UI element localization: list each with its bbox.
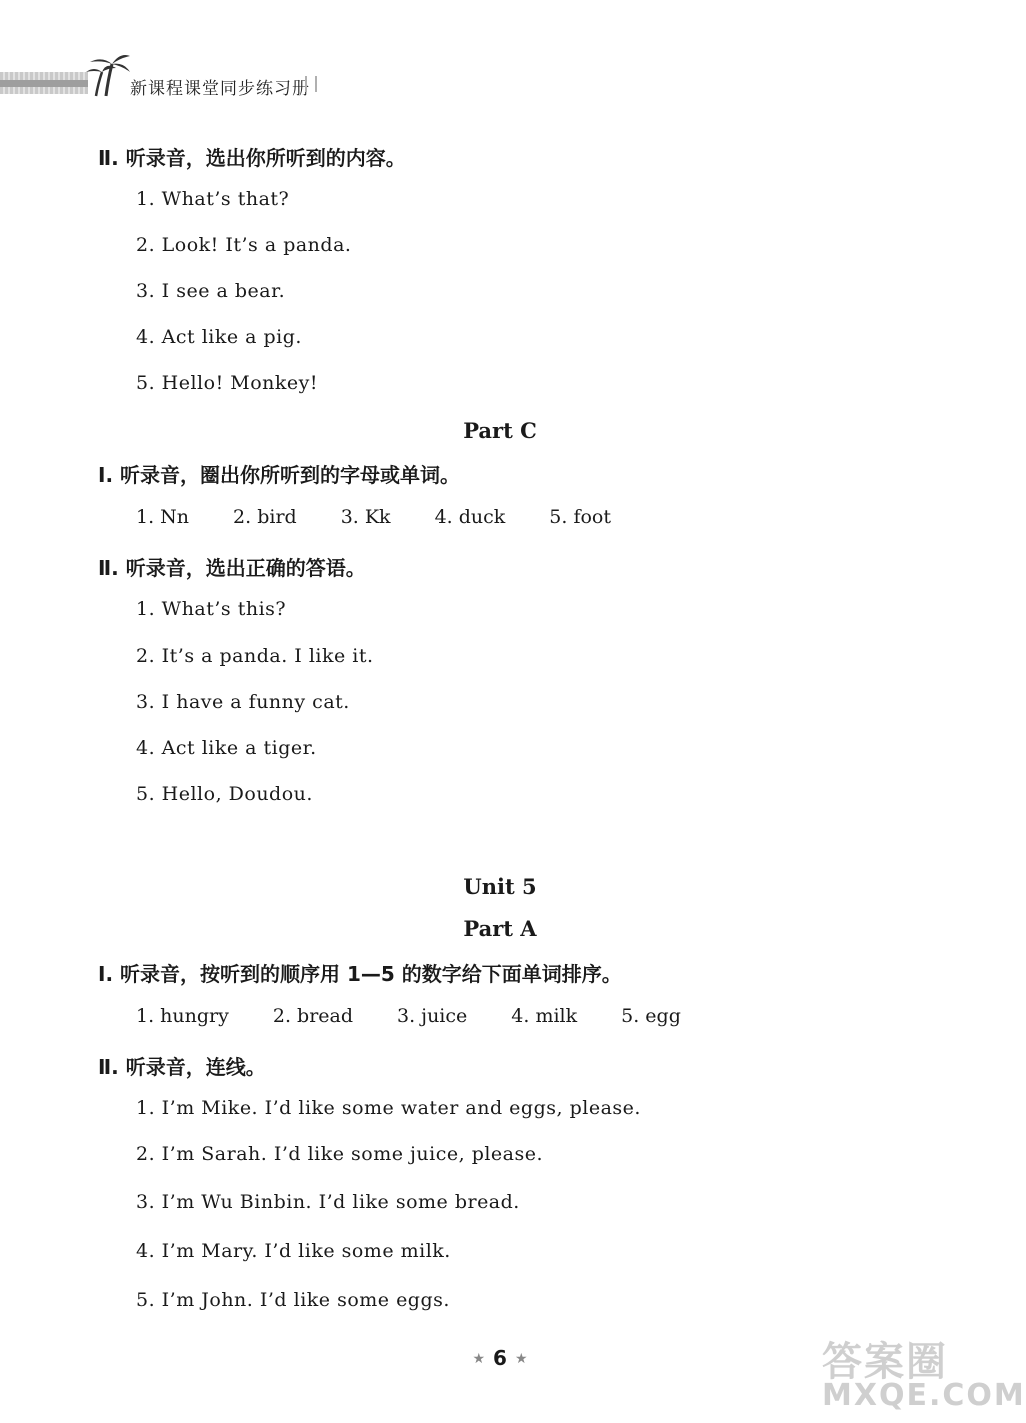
list-item: 3. I see a bear. xyxy=(136,280,286,302)
option-item: 3. Kk xyxy=(340,506,391,528)
list-item: 1. I’m Mike. I’d like some water and eggs, please. xyxy=(136,1097,641,1119)
option-item: 5. egg xyxy=(621,1005,681,1027)
option-row xyxy=(136,506,655,528)
section-heading: Ⅱ. 听录音，选出正确的答语。 xyxy=(98,556,366,580)
option-item: 2. bird xyxy=(233,506,297,528)
palm-tree-icon xyxy=(86,50,132,98)
list-item: 2. It’s a panda. I like it. xyxy=(136,645,374,667)
part-c-title: Part C xyxy=(463,418,537,443)
list-item: 4. Act like a pig. xyxy=(136,326,302,348)
list-item: 5. Hello, Doudou. xyxy=(136,783,313,805)
watermark-text: 答案圈 xyxy=(822,1339,948,1385)
list-item: 3. I’m Wu Binbin. I’d like some bread. xyxy=(136,1191,520,1213)
section-heading: Ⅱ. 听录音，选出你所听到的内容。 xyxy=(98,146,406,170)
option-item: 1. Nn xyxy=(136,506,190,528)
section-heading: Ⅱ. 听录音，连线。 xyxy=(98,1055,266,1079)
star-icon: ★ xyxy=(472,1351,486,1367)
list-item: 5. I’m John. I’d like some eggs. xyxy=(136,1289,450,1311)
page-number-value: 6 xyxy=(493,1346,507,1370)
option-item: 4. duck xyxy=(434,506,506,528)
header-decoration-line xyxy=(0,80,88,87)
list-item: 2. Look! It’s a panda. xyxy=(136,234,352,256)
watermark xyxy=(818,1330,1026,1422)
unit-title: Unit 5 xyxy=(463,874,537,899)
list-item: 1. What’s that? xyxy=(136,188,290,210)
section-heading: Ⅰ. 听录音，圈出你所听到的字母或单词。 xyxy=(98,463,461,487)
option-item: 4. milk xyxy=(511,1005,578,1027)
list-item: 2. I’m Sarah. I’d like some juice, please. xyxy=(136,1143,544,1165)
option-item: 2. bread xyxy=(272,1005,354,1027)
list-item: 3. I have a funny cat. xyxy=(136,691,350,713)
list-item: 4. Act like a tiger. xyxy=(136,737,317,759)
list-item: 4. I’m Mary. I’d like some milk. xyxy=(136,1240,451,1262)
part-a-title: Part A xyxy=(463,916,537,941)
section-heading: Ⅰ. 听录音，按听到的顺序用 1—5 的数字给下面单词排序。 xyxy=(98,962,622,986)
watermark-url: MXQE.COM xyxy=(822,1378,1026,1413)
list-item: 1. What’s this? xyxy=(136,598,287,620)
option-item: 5. foot xyxy=(549,506,612,528)
option-item: 3. juice xyxy=(397,1005,468,1027)
option-row xyxy=(136,1005,725,1027)
option-item: 1. hungry xyxy=(136,1005,229,1027)
list-item: 5. Hello! Monkey! xyxy=(136,372,319,394)
star-icon: ★ xyxy=(514,1351,528,1367)
header-end-mark xyxy=(305,76,317,92)
book-title: 新课程课堂同步练习册 xyxy=(130,79,310,99)
